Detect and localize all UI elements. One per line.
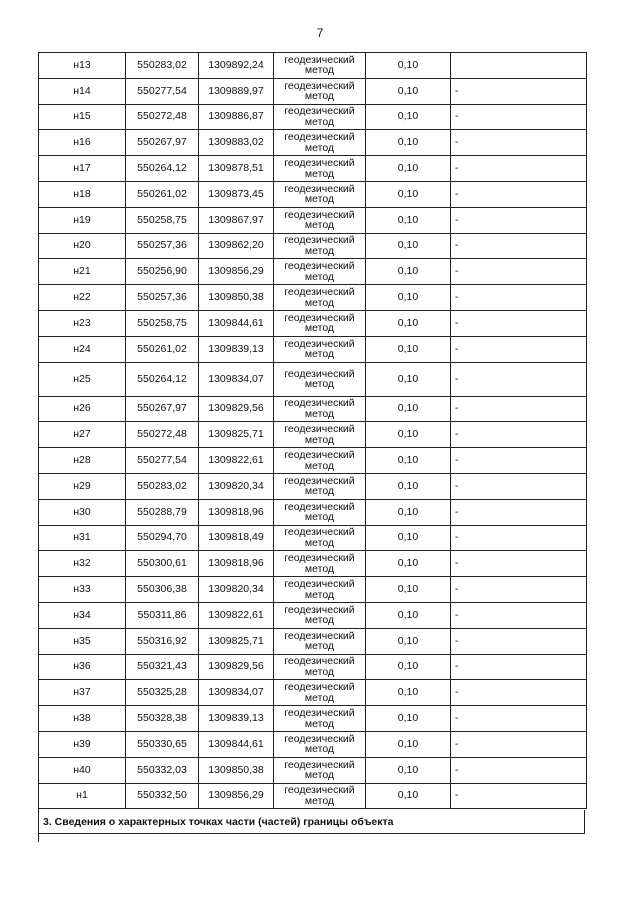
y-coordinate-cell: 1309889,97 (199, 78, 274, 104)
point-cell: н27 (39, 422, 126, 448)
y-coordinate-cell: 1309878,51 (199, 156, 274, 182)
x-coordinate-cell: 550332,03 (126, 757, 199, 783)
method-line: геодезический (284, 707, 355, 720)
method-cell (274, 706, 366, 732)
x-coordinate-cell: 550277,54 (126, 78, 199, 104)
method-line: геодезический (284, 79, 355, 92)
accuracy-cell: 0,10 (366, 336, 451, 362)
note-cell: - (451, 551, 587, 577)
note-cell: - (451, 757, 587, 783)
method-line: метод (304, 270, 335, 283)
note-cell: - (451, 78, 587, 104)
y-coordinate-cell: 1309844,61 (199, 731, 274, 757)
y-coordinate-cell: 1309867,97 (199, 207, 274, 233)
method-cell (274, 499, 366, 525)
method-line: метод (304, 433, 335, 446)
method-cell (274, 310, 366, 336)
method-line: метод (304, 322, 335, 335)
note-cell: - (451, 654, 587, 680)
x-coordinate-cell: 550300,61 (126, 551, 199, 577)
point-cell: н20 (39, 233, 126, 259)
method-cell (274, 551, 366, 577)
method-line: геодезический (284, 603, 355, 616)
note-cell: - (451, 336, 587, 362)
method-line: метод (304, 193, 335, 206)
accuracy-cell: 0,10 (366, 525, 451, 551)
method-line: геодезический (284, 397, 355, 410)
method-line: геодезический (284, 131, 355, 144)
accuracy-cell: 0,10 (366, 181, 451, 207)
x-coordinate-cell: 550258,75 (126, 310, 199, 336)
method-line: метод (304, 562, 335, 575)
method-line: геодезический (284, 629, 355, 642)
accuracy-cell: 0,10 (366, 499, 451, 525)
point-cell: н15 (39, 104, 126, 130)
table-row (39, 448, 587, 474)
y-coordinate-cell: 1309818,96 (199, 551, 274, 577)
method-cell (274, 680, 366, 706)
x-coordinate-cell: 550261,02 (126, 336, 199, 362)
table-row (39, 577, 587, 603)
x-coordinate-cell: 550321,43 (126, 654, 199, 680)
accuracy-cell: 0,10 (366, 233, 451, 259)
y-coordinate-cell: 1309844,61 (199, 310, 274, 336)
x-coordinate-cell: 550283,02 (126, 53, 199, 79)
point-cell: н28 (39, 448, 126, 474)
method-cell (274, 422, 366, 448)
method-line: метод (304, 167, 335, 180)
method-cell (274, 602, 366, 628)
method-cell (274, 336, 366, 362)
table-row (39, 396, 587, 422)
point-cell: н34 (39, 602, 126, 628)
method-cell (274, 285, 366, 311)
table-row (39, 362, 587, 396)
method-line: геодезический (284, 182, 355, 195)
note-cell: - (451, 602, 587, 628)
table-row (39, 285, 587, 311)
note-cell: - (451, 731, 587, 757)
method-line: метод (304, 378, 335, 391)
y-coordinate-cell: 1309862,20 (199, 233, 274, 259)
note-cell: - (451, 680, 587, 706)
table-row (39, 422, 587, 448)
note-cell: - (451, 130, 587, 156)
accuracy-cell: 0,10 (366, 757, 451, 783)
method-line: геодезический (284, 423, 355, 436)
point-cell: н37 (39, 680, 126, 706)
point-cell: н13 (39, 53, 126, 79)
method-line: геодезический (284, 655, 355, 668)
method-cell (274, 396, 366, 422)
method-cell (274, 181, 366, 207)
table-row (39, 628, 587, 654)
accuracy-cell: 0,10 (366, 259, 451, 285)
note-cell: - (451, 233, 587, 259)
note-cell: - (451, 362, 587, 396)
page-number: 7 (316, 26, 324, 40)
x-coordinate-cell: 550272,48 (126, 422, 199, 448)
table-row (39, 551, 587, 577)
table-row (39, 499, 587, 525)
method-line: геодезический (284, 526, 355, 539)
x-coordinate-cell: 550330,65 (126, 731, 199, 757)
y-coordinate-cell: 1309856,29 (199, 259, 274, 285)
method-line: метод (304, 348, 335, 361)
table-row (39, 706, 587, 732)
method-line: метод (304, 640, 335, 653)
method-line: геодезический (284, 732, 355, 745)
method-cell (274, 654, 366, 680)
table-row (39, 783, 587, 809)
method-cell (274, 473, 366, 499)
accuracy-cell: 0,10 (366, 310, 451, 336)
method-line: геодезический (284, 260, 355, 273)
point-cell: н36 (39, 654, 126, 680)
method-line: геодезический (284, 449, 355, 462)
accuracy-cell: 0,10 (366, 156, 451, 182)
method-cell (274, 628, 366, 654)
accuracy-cell: 0,10 (366, 207, 451, 233)
method-cell (274, 53, 366, 79)
x-coordinate-cell: 550294,70 (126, 525, 199, 551)
note-cell: - (451, 396, 587, 422)
method-line: метод (304, 90, 335, 103)
note-cell: - (451, 706, 587, 732)
accuracy-cell: 0,10 (366, 104, 451, 130)
method-line: геодезический (284, 105, 355, 118)
table-row (39, 602, 587, 628)
note-cell: - (451, 628, 587, 654)
x-coordinate-cell: 550328,38 (126, 706, 199, 732)
note-cell: - (451, 525, 587, 551)
y-coordinate-cell: 1309829,56 (199, 654, 274, 680)
point-cell: н1 (39, 783, 126, 809)
x-coordinate-cell: 550257,36 (126, 285, 199, 311)
method-line: геодезический (284, 500, 355, 513)
method-line: геодезический (284, 552, 355, 565)
x-coordinate-cell: 550306,38 (126, 577, 199, 603)
point-cell: н19 (39, 207, 126, 233)
y-coordinate-cell: 1309834,07 (199, 362, 274, 396)
accuracy-cell: 0,10 (366, 473, 451, 499)
x-coordinate-cell: 550267,97 (126, 396, 199, 422)
method-cell (274, 731, 366, 757)
point-cell: н38 (39, 706, 126, 732)
note-cell: - (451, 310, 587, 336)
point-cell: н16 (39, 130, 126, 156)
note-cell (451, 53, 587, 79)
method-line: метод (304, 115, 335, 128)
accuracy-cell: 0,10 (366, 731, 451, 757)
accuracy-cell: 0,10 (366, 396, 451, 422)
y-coordinate-cell: 1309818,96 (199, 499, 274, 525)
method-cell (274, 78, 366, 104)
accuracy-cell: 0,10 (366, 285, 451, 311)
y-coordinate-cell: 1309856,29 (199, 783, 274, 809)
table-row (39, 53, 587, 79)
point-cell: н22 (39, 285, 126, 311)
note-cell: - (451, 181, 587, 207)
table-row (39, 181, 587, 207)
method-cell (274, 757, 366, 783)
method-line: метод (304, 769, 335, 782)
point-cell: н32 (39, 551, 126, 577)
y-coordinate-cell: 1309820,34 (199, 473, 274, 499)
point-cell: н25 (39, 362, 126, 396)
note-cell: - (451, 783, 587, 809)
y-coordinate-cell: 1309883,02 (199, 130, 274, 156)
x-coordinate-cell: 550267,97 (126, 130, 199, 156)
table-row (39, 259, 587, 285)
y-coordinate-cell: 1309825,71 (199, 628, 274, 654)
method-cell (274, 448, 366, 474)
point-cell: н31 (39, 525, 126, 551)
y-coordinate-cell: 1309834,07 (199, 680, 274, 706)
accuracy-cell: 0,10 (366, 577, 451, 603)
y-coordinate-cell: 1309820,34 (199, 577, 274, 603)
table-row (39, 78, 587, 104)
x-coordinate-cell: 550283,02 (126, 473, 199, 499)
note-cell: - (451, 448, 587, 474)
method-line: метод (304, 743, 335, 756)
x-coordinate-cell: 550288,79 (126, 499, 199, 525)
table-row (39, 654, 587, 680)
method-line: метод (304, 407, 335, 420)
table-row (39, 310, 587, 336)
accuracy-cell: 0,10 (366, 602, 451, 628)
method-line: метод (304, 459, 335, 472)
point-cell: н26 (39, 396, 126, 422)
accuracy-cell: 0,10 (366, 53, 451, 79)
method-line: геодезический (284, 157, 355, 170)
point-cell: н33 (39, 577, 126, 603)
y-coordinate-cell: 1309818,49 (199, 525, 274, 551)
method-line: геодезический (284, 367, 355, 380)
method-line: метод (304, 296, 335, 309)
accuracy-cell: 0,10 (366, 130, 451, 156)
method-line: геодезический (284, 234, 355, 247)
point-cell: н17 (39, 156, 126, 182)
method-cell (274, 577, 366, 603)
point-cell: н23 (39, 310, 126, 336)
method-cell (274, 207, 366, 233)
note-cell: - (451, 422, 587, 448)
x-coordinate-cell: 550277,54 (126, 448, 199, 474)
y-coordinate-cell: 1309850,38 (199, 757, 274, 783)
note-cell: - (451, 156, 587, 182)
x-coordinate-cell: 550332,50 (126, 783, 199, 809)
method-cell (274, 525, 366, 551)
method-line: геодезический (284, 681, 355, 694)
point-cell: н24 (39, 336, 126, 362)
method-line: метод (304, 244, 335, 257)
x-coordinate-cell: 550261,02 (126, 181, 199, 207)
table-row (39, 156, 587, 182)
table-row (39, 473, 587, 499)
table-row (39, 680, 587, 706)
method-line: метод (304, 588, 335, 601)
accuracy-cell: 0,10 (366, 783, 451, 809)
x-coordinate-cell: 550256,90 (126, 259, 199, 285)
table-row (39, 130, 587, 156)
method-line: геодезический (284, 208, 355, 221)
method-cell (274, 362, 366, 396)
x-coordinate-cell: 550311,86 (126, 602, 199, 628)
point-cell: н18 (39, 181, 126, 207)
table-row (39, 233, 587, 259)
note-cell: - (451, 207, 587, 233)
method-line: метод (304, 665, 335, 678)
method-line: метод (304, 536, 335, 549)
method-line: геодезический (284, 53, 355, 66)
method-line: метод (304, 717, 335, 730)
method-line: метод (304, 794, 335, 807)
method-line: метод (304, 141, 335, 154)
accuracy-cell: 0,10 (366, 78, 451, 104)
method-cell (274, 259, 366, 285)
x-coordinate-cell: 550257,36 (126, 233, 199, 259)
method-line: геодезический (284, 337, 355, 350)
note-cell: - (451, 577, 587, 603)
y-coordinate-cell: 1309839,13 (199, 336, 274, 362)
method-cell (274, 104, 366, 130)
accuracy-cell: 0,10 (366, 680, 451, 706)
y-coordinate-cell: 1309829,56 (199, 396, 274, 422)
table-row (39, 207, 587, 233)
y-coordinate-cell: 1309822,61 (199, 448, 274, 474)
x-coordinate-cell: 550264,12 (126, 156, 199, 182)
y-coordinate-cell: 1309892,24 (199, 53, 274, 79)
table-row (39, 757, 587, 783)
method-line: геодезический (284, 578, 355, 591)
y-coordinate-cell: 1309825,71 (199, 422, 274, 448)
y-coordinate-cell: 1309839,13 (199, 706, 274, 732)
method-cell (274, 783, 366, 809)
y-coordinate-cell: 1309873,45 (199, 181, 274, 207)
note-cell: - (451, 259, 587, 285)
point-cell: н29 (39, 473, 126, 499)
method-cell (274, 156, 366, 182)
section-3-heading: 3. Сведения о характерных точках части (частей) границы объекта (38, 810, 585, 834)
table-row (39, 336, 587, 362)
method-cell (274, 233, 366, 259)
method-line: метод (304, 511, 335, 524)
method-line: геодезический (284, 311, 355, 324)
note-cell: - (451, 104, 587, 130)
accuracy-cell: 0,10 (366, 706, 451, 732)
table-body (39, 53, 587, 809)
accuracy-cell: 0,10 (366, 551, 451, 577)
method-line: метод (304, 485, 335, 498)
method-line: геодезический (284, 784, 355, 797)
accuracy-cell: 0,10 (366, 628, 451, 654)
y-coordinate-cell: 1309886,87 (199, 104, 274, 130)
method-line: метод (304, 64, 335, 77)
method-cell (274, 130, 366, 156)
method-line: геодезический (284, 474, 355, 487)
point-cell: н14 (39, 78, 126, 104)
note-cell: - (451, 499, 587, 525)
point-cell: н35 (39, 628, 126, 654)
method-line: метод (304, 219, 335, 232)
table-row (39, 525, 587, 551)
method-line: геодезический (284, 286, 355, 299)
accuracy-cell: 0,10 (366, 362, 451, 396)
accuracy-cell: 0,10 (366, 422, 451, 448)
method-line: метод (304, 691, 335, 704)
point-cell: н40 (39, 757, 126, 783)
x-coordinate-cell: 550272,48 (126, 104, 199, 130)
note-cell: - (451, 285, 587, 311)
accuracy-cell: 0,10 (366, 448, 451, 474)
x-coordinate-cell: 550316,92 (126, 628, 199, 654)
x-coordinate-cell: 550325,28 (126, 680, 199, 706)
table-row (39, 731, 587, 757)
x-coordinate-cell: 550258,75 (126, 207, 199, 233)
method-line: геодезический (284, 758, 355, 771)
point-cell: н30 (39, 499, 126, 525)
point-cell: н39 (39, 731, 126, 757)
method-line: метод (304, 614, 335, 627)
x-coordinate-cell: 550264,12 (126, 362, 199, 396)
note-cell: - (451, 473, 587, 499)
point-cell: н21 (39, 259, 126, 285)
y-coordinate-cell: 1309850,38 (199, 285, 274, 311)
y-coordinate-cell: 1309822,61 (199, 602, 274, 628)
accuracy-cell: 0,10 (366, 654, 451, 680)
table-row (39, 104, 587, 130)
boundary-points-table (38, 52, 587, 809)
